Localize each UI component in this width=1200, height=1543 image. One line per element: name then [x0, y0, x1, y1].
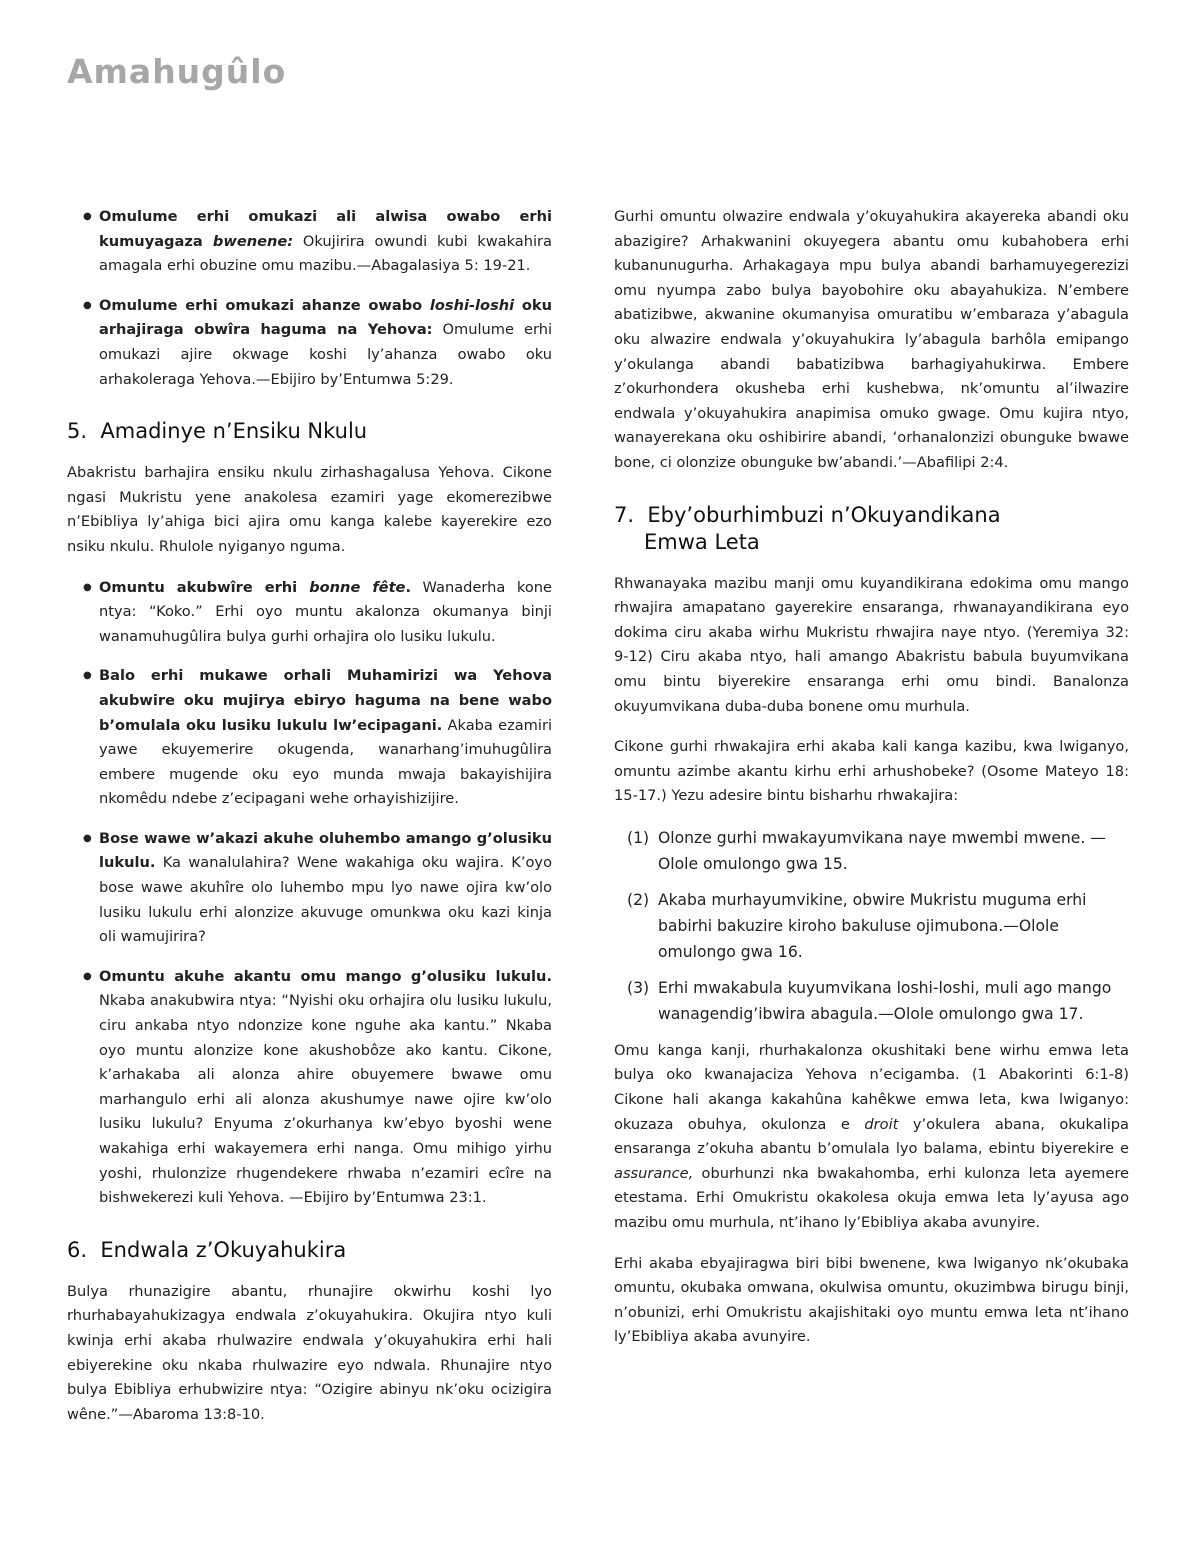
list-item	[67, 965, 552, 1211]
section-title: Endwala z’Okuyahukira	[100, 1237, 347, 1262]
section-number: 6.	[67, 1237, 88, 1262]
list-item	[614, 887, 1129, 965]
bullet-heading: Omuntu akubwîre erhi	[99, 578, 310, 596]
list-item	[67, 664, 552, 812]
bullet-text: Ka wanalulahira? Wene wakahiga oku wajira. K’oyo bose wawe akuhîre olo luhembo mpu lyo nawe ojira kw’olo lusiku lukulu erhi alonzize akuvuge omunkwa oku kazi kinja oli wamujirira?	[99, 854, 552, 946]
step-number: (2)	[627, 890, 650, 909]
section-title-line-2: Emwa Leta	[644, 529, 760, 554]
bullet-list-section-5	[67, 576, 552, 1211]
list-item	[67, 576, 552, 650]
list-item	[67, 827, 552, 950]
italic-term: assurance,	[614, 1164, 694, 1182]
section-6-text: Bulya rhunazigire abantu, rhunajire okwirhu koshi lyo rhurhabayahukizagya endwala z’okuyahukira. Okujira ntyo kuli kwinja erhi akaba rhulwazire endwala y’okuyahukira erhi hali ebiyerekine oku nkaba rhulwazire eyo ndwala. Rhunajire ntyo bulya Ebibliya erhubwizire ntya: “Ozigire abinyu nk’oku ocizigira wêne.”—Abaroma 13:8-10.	[67, 1282, 552, 1423]
bullet-heading: Omulume erhi omukazi ahanze owabo	[99, 296, 430, 314]
section-5-intro: Abakristu barhajira ensiku nkulu zirhashagalusa Yehova. Cikone ngasi Mukristu yene anakolesa ezamiri yage ekomerezibwe n’Ebibliya ly’ahiga bici ajira omu kanga kalebe kayerekire ezo nsiku nkulu. Rhulole nyiganyo nguma.	[67, 464, 552, 555]
section-7-para-1: Rhwanayaka mazibu manji omu kuyandikirana edokima omu mango rhwajira amapatano gayerekire ensaranga, rhwanayandikirana eyo dokima ciru akaba wirhu Mukristu rhwajira naye ntyo. (Yeremiya 32: 9-12) Ciru akaba ntyo, hali amango Abakristu babula buyumvikana omu bintu biyerekire ensaranga erhi omu bindi. Banalonza okuyumvikana duba-duba bonene omu murhula.	[614, 574, 1129, 715]
bullet-text: Okujirira owundi kubi kwakahira amagala erhi obuzine omu mazibu.—Abagalasiya 5: 19-21.	[99, 232, 552, 275]
step-text: Erhi mwakabula kuyumvikana loshi-loshi, muli ago mango wanagendig’ibwira abagula.—Olole omulongo gwa 17.	[658, 978, 1112, 1023]
left-column	[67, 205, 552, 1443]
list-item	[67, 294, 552, 392]
section-number: 5.	[67, 419, 88, 444]
numbered-steps	[614, 825, 1129, 1027]
bullet-heading-emphasis: loshi-loshi	[429, 296, 515, 314]
section-7-para-2: Cikone gurhi rhwakajira erhi akaba kali kanga kazibu, kwa lwiganyo, omuntu azimbe akantu kirhu erhi arhushobeke? (Osome Mateyo 18: 15-17.) Yezu adesire bintu bisharhu rhwakajira:	[614, 738, 1129, 805]
section-5-heading	[67, 418, 552, 445]
section-number: 7.	[614, 502, 635, 527]
section-7-para-3	[614, 1039, 1129, 1236]
bullet-text: Omulume erhi omukazi ajire okwage koshi ly’ahanza owabo oku arhakoleraga Yehova.—Ebijiro by’Entumwa 5:29.	[99, 321, 552, 388]
bullet-heading: Bose wawe w’akazi akuhe oluhembo amango g’olusiku lukulu.	[99, 829, 552, 872]
text-run: oburhunzi nka bwakahomba, erhi kulonza leta ayemere etestama. Erhi Omukristu okakolesa okuja emwa leta ly’ayusa ago mazibu omu murhula, nt’ihano ly’Ebibliya akaba avunyire.	[614, 1164, 1129, 1232]
page-header-title: Amahugûlo	[67, 52, 287, 91]
list-item	[614, 825, 1129, 877]
step-number: (3)	[627, 978, 650, 997]
section-7-heading	[614, 502, 1129, 556]
section-title: Amadinye n’Ensiku Nkulu	[100, 419, 368, 444]
step-text: Akaba murhayumvikine, obwire Mukristu muguma erhi babirhi bakuzire kiroho bakuluse ojimubona.—Olole omulongo gwa 16.	[658, 890, 1087, 961]
bullet-text: Akaba ezamiri yawe ekuyemerire okugenda, wanarhang’imuhugûlira embere mugende oku eyo munda mwaja bakayishijira nkomêdu ndebe z’ecipagani wehe orhayishizijire.	[99, 716, 552, 808]
list-item	[614, 975, 1129, 1027]
bullet-list-top	[67, 205, 552, 392]
text-run: Omu kanga kanji, rhurhakalonza okushitaki bene wirhu emwa leta bulya oko kwanajaciza Yehova n’ecigamba. (1 Abakorinti 6:1-8) Cikone hali akanga kakahûna kahêkwe emwa leta, kwa lwiganyo: okuzaza obuhya, okulonza e	[614, 1041, 1129, 1133]
step-number: (1)	[627, 828, 650, 847]
list-item	[67, 205, 552, 279]
bullet-heading-emphasis: bwenene:	[212, 232, 294, 250]
text-run: y’okulera abana, okukalipa ensaranga z’okuha abantu b’omulala lyo balama, ebintu biyerekire e	[614, 1115, 1129, 1158]
bullet-heading: Balo erhi mukawe orhali Muhamirizi wa Yehova akubwire oku mujirya ebiryo haguma na bene wabo b’omulala oku lusiku lukulu lw’ecipagani.	[99, 667, 552, 734]
step-text: Olonze gurhi mwakayumvikana naye mwembi mwene. —Olole omulongo gwa 15.	[658, 828, 1106, 873]
italic-term: droit	[864, 1115, 899, 1133]
bullet-heading: Omulume erhi omukazi ali alwisa owabo erhi kumuyagaza	[99, 208, 552, 250]
bullet-heading-cont: .	[405, 578, 411, 596]
bullet-heading: Omuntu akuhe akantu omu mango g’olusiku lukulu.	[99, 967, 552, 985]
bullet-text: Nkaba anakubwira ntya: “Nyishi oku orhajira olu lusiku lukulu, ciru ankaba ntyo ndonzize kone nguhe aka kantu.” Nkaba oyo muntu alonzize kone akushobôze ako kantu. Cikone, k’arhakaba ali alonza ahire obuyemere bwawe omu marhangulo erhi ali alonza akushumye nawe ojire kw’olo lusiku lukulu? Enyuma z’okurhanya kw’ebyo byoshi wene wakahiga erhi wakayemera erhi nanga. Omu mihigo yirhu yoshi, rhulonzize rhugendekere rhwaba n’ezamiri ecîre na bishwekerezi kuli Yehova. —Ebijiro by’Entumwa 23:1.	[99, 992, 552, 1207]
bullet-text: Wanaderha kone ntya: “Koko.” Erhi oyo muntu akalonza okumanya binji wanamuhugûlira bulya gurhi orhajira olo lusiku lukulu.	[99, 578, 552, 645]
bullet-heading-emphasis: bonne fête	[309, 578, 406, 596]
right-column	[614, 205, 1129, 1366]
section-title-line-1: Eby’oburhimbuzi n’Okuyandikana	[647, 502, 1001, 527]
section-7-para-4: Erhi akaba ebyajiragwa biri bibi bwenene, kwa lwiganyo nk’okubaka omuntu, okubaka omwana, okulwisa omuntu, okuzimbwa birugu binji, n’obunizi, erhi Omukristu akajishitaki oyo muntu emwa leta nt’ihano ly’Ebibliya akaba avunyire.	[614, 1254, 1129, 1346]
bullet-heading-cont: oku arhajiraga obwîra haguma na Yehova:	[99, 296, 552, 339]
section-6-continued: Gurhi omuntu olwazire endwala y’okuyahukira akayereka abandi oku abazigire? Arhakwanini okuyegera abantu omu kubahobera erhi kubanunugurha. Arhakagaya mpu bulya abandi barhamuyegerezizi omu nyumpa zabo bulya bayobohire oku abayahukiza. N’embere abatizibwe, akwanine okumanyisa omuratibu w’embaraza y’abagula oku alwazire endwala y’okuyahukira ly’abagula barhôla emipango y’okulanga abandi babatizibwa barhagiyahukirwa. Embere z’okurhondera okusheba erhi kushebwa, nk’omuntu al’ilwazire endwala y’okuyahukira anapimisa omuko gwage. Omu kujira ntyo, wanayerekana oku oshibirire abandi, ‘orhanalonzizi obunguke bwawe bone, ci olonzize obunguke bw’abandi.’—Abafilipi 2:4.	[614, 208, 1129, 471]
section-6-heading	[67, 1237, 552, 1264]
